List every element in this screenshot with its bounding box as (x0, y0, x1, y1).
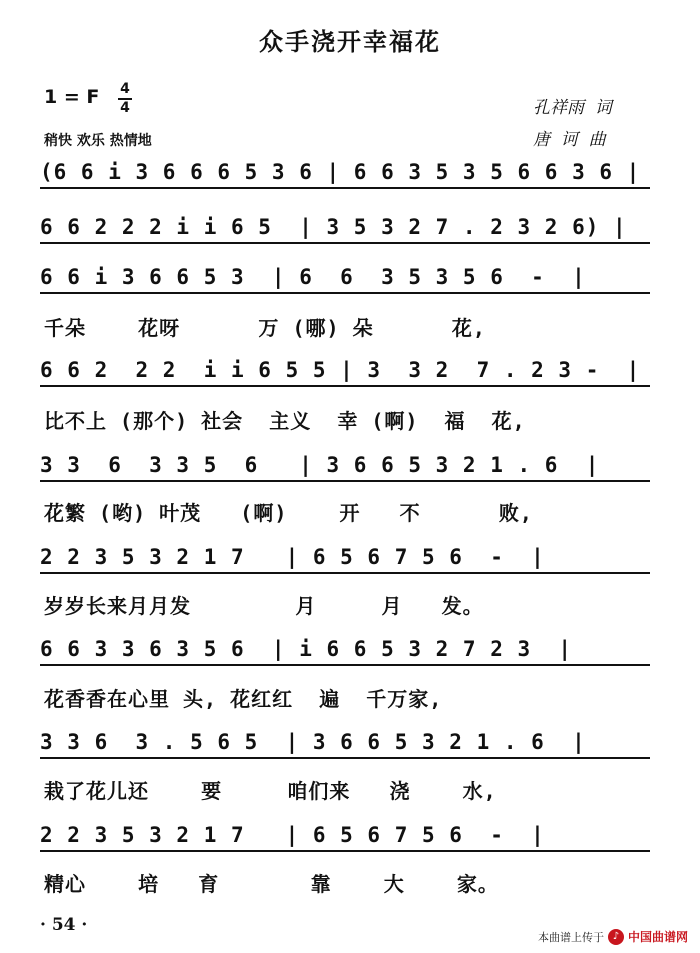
beat-underline (40, 187, 650, 189)
notation-line: 2 2 3 5 3 2 1 7 | 6 5 6 7 5 6 - | (40, 545, 545, 569)
time-signature-top: 4 (120, 81, 130, 97)
notation-line: 6 6 2 2 2 i i 6 5 5 | 3 3 2 7 . 2 3 - | (40, 358, 641, 382)
beat-underline (40, 572, 650, 574)
lyricist: 孔祥雨 词 (533, 98, 612, 118)
notation-line: 2 2 3 5 3 2 1 7 | 6 5 6 7 5 6 - | (40, 823, 545, 847)
beat-underline (40, 242, 650, 244)
credits (533, 92, 612, 156)
beat-underline (40, 480, 650, 482)
lyric-line: 花繁 (哟) 叶茂 (啊) 开 不 败, (44, 501, 533, 525)
notation-line: (6 6 i 3 6 6 6 5 3 6 | 6 6 3 5 3 5 6 6 3 6 | (40, 160, 641, 184)
lyric-line: 岁岁长来月月发 月 月 发。 (44, 594, 484, 618)
notation-line: 6 6 3 3 6 3 5 6 | i 6 6 5 3 2 7 2 3 | (40, 637, 573, 661)
notation-line: 3 3 6 3 . 5 6 5 | 3 6 6 5 3 2 1 . 6 | (40, 730, 586, 754)
footer-text: 本曲谱上传于 (537, 930, 604, 944)
page-title: 众手浇开幸福花 (259, 28, 441, 56)
page-number: · 54 · (40, 915, 88, 935)
footer-site: 中国曲谱网 (627, 930, 688, 944)
notation-line: 6 6 2 2 2 i i 6 5 | 3 5 3 2 7 . 2 3 2 6) | (40, 215, 627, 239)
time-signature (118, 82, 132, 116)
beat-underline (40, 664, 650, 666)
key-signature: 1 = F (44, 86, 100, 108)
lyric-line: 千朵 花呀 万 (哪) 朵 花, (44, 316, 486, 340)
beat-underline (40, 292, 650, 294)
footer (538, 928, 688, 945)
beat-underline (40, 385, 650, 387)
tempo-marking: 稍快 欢乐 热情地 (44, 133, 152, 149)
composer: 唐 诃 曲 (533, 130, 606, 150)
notation-line: 6 6 i 3 6 6 5 3 | 6 6 3 5 3 5 6 - | (40, 265, 586, 289)
lyric-line: 花香香在心里 头, 花红红 遍 千万家, (44, 687, 443, 711)
beat-underline (40, 757, 650, 759)
lyric-line: 精心 培 育 靠 大 家。 (44, 872, 499, 896)
time-signature-bottom: 4 (120, 100, 130, 116)
lyric-line: 栽了花儿还 要 咱们来 浇 水, (44, 779, 497, 803)
lyric-line: 比不上 (那个) 社会 主义 幸 (啊) 福 花, (44, 409, 526, 433)
logo-icon: ♪ (608, 929, 624, 945)
notation-line: 3 3 6 3 3 5 6 | 3 6 6 5 3 2 1 . 6 | (40, 453, 600, 477)
beat-underline (40, 850, 650, 852)
